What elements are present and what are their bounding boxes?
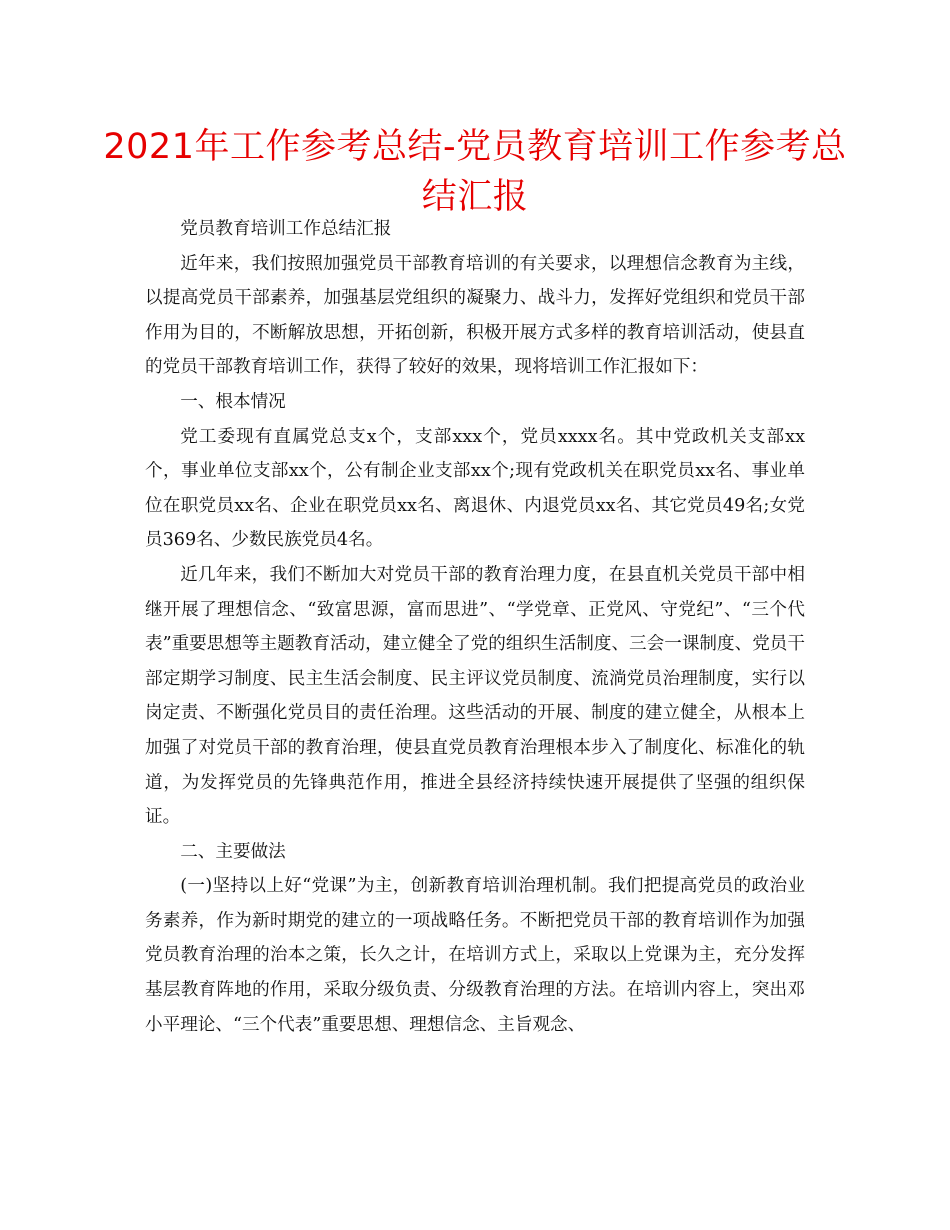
document-title-line-1: 2021年工作参考总结-党员教育培训工作参考总: [103, 127, 847, 167]
paragraph-basic-situation: 党工委现有直属党总支x个，支部xxx个，党员xxxx名。其中党政机关支部xx个，事业单位支部xx个，公有制企业支部xx个;现有党政机关在职党员xx名、事业单位在职党员xx名、企业在职党员xx名、离退休、内退党员xx名、其它党员49名;女党员369名、少数民族党员4名。: [145, 426, 805, 551]
section-heading-basic-situation: 一、根本情况: [180, 391, 286, 412]
paragraph-education-management: 近几年来，我们不断加大对党员干部的教育治理力度，在县直机关党员干部中相继开展了理想信念、“致富思源，富而思进”、“学党章、正党风、守党纪”、“三个代表”重要思想等主题教育活动，建立健全了党的组织生活制度、三会一课制度、党员干部定期学习制度、民主生活会制度、民主评议党员制度、流淌党员治理制度，实行以岗定责、不断强化党员目的责任治理。这些活动的开展、制度的建立健全，从根本上加强了对党员干部的教育治理，使县直党员教育治理根本步入了制度化、标准化的轨道，为发挥党员的先锋典范作用，推进全县经济持续快速开展提供了坚强的组织保证。: [145, 564, 805, 828]
section-heading-main-methods: 二、主要做法: [180, 841, 286, 862]
paragraph-party-lesson: (一)坚持以上好“党课”为主，创新教育培训治理机制。我们把提高党员的政治业务素养，作为新时期党的建立的一项战略任务。不断把党员干部的教育培训作为加强党员教育治理的治本之策，长久之计，在培训方式上，采取以上党课为主，充分发挥基层教育阵地的作用，采取分级负责、分级教育治理的方法。在培训内容上，突出邓小平理论、“三个代表”重要思想、理想信念、主旨观念、: [145, 876, 805, 1035]
document-body: [145, 212, 805, 1042]
document-title-line-2: 结汇报: [421, 177, 529, 217]
paragraph-subtitle: 党员教育培训工作总结汇报: [180, 219, 392, 239]
paragraph-intro: 近年来，我们按照加强党员干部教育培训的有关要求，以理想信念教育为主线，以提高党员干部素养，加强基层党组织的凝聚力、战斗力，发挥好党组织和党员干部作用为目的，不断解放思想，开拓创新，积极开展方式多样的教育培训活动，使县直的党员干部教育培训工作，获得了较好的效果，现将培训工作汇报如下：: [145, 253, 805, 378]
